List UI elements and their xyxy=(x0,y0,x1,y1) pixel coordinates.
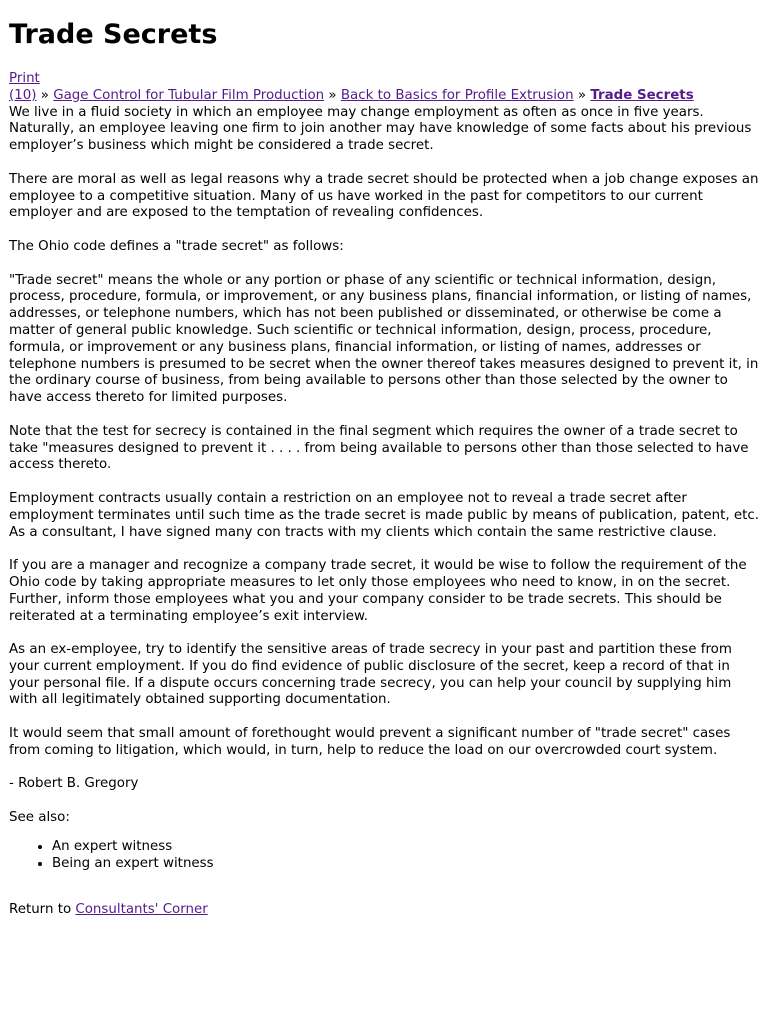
consultants-corner-link[interactable]: Consultants' Corner xyxy=(75,902,208,918)
breadcrumb-separator: » xyxy=(328,87,341,103)
print-row xyxy=(9,71,762,88)
paragraph: Note that the test for secrecy is contained in the final segment which requires the owner of a trade secret to take "measures designed to prevent it . . . . from being available to persons other than those selected to have access thereto. xyxy=(9,423,749,473)
article-page xyxy=(0,19,770,919)
see-also-heading: See also: xyxy=(9,810,70,826)
print-link[interactable]: Print xyxy=(9,71,40,86)
quoted-definition: "Trade secret" means the whole or any portion or phase of any scientific or technical information, design, process, procedure, formula, or improvement, or any business plans, financial information, or listing of names, addresses, or telephone numbers, which has not been published or disseminated, or otherwise be come a matter of general public knowledge. Such scientific or technical information, design, process, procedure, formula, or improvement or any business plans, financial information, or listing of names, addresses or telephone numbers is presumed to be secret when the owner thereof takes measures designed to prevent it, in the ordinary course of business, from being available to persons other than those selected by the owner to have access thereto for limited purposes. xyxy=(9,272,759,406)
paragraph: As an ex-employee, try to identify the sensitive areas of trade secrecy in your past and partition these from your current employment. If you do find evidence of public disclosure of the secret, keep a record of that in your personal file. If a dispute occurs concerning trade secrecy, you can help your council by supplying him with all legitimately obtained supporting documentation. xyxy=(9,642,732,708)
breadcrumb-link-profile-extrusion[interactable]: Back to Basics for Profile Extrusion xyxy=(340,87,574,103)
list-item: • An expert witness xyxy=(52,839,762,856)
paragraph: If you are a manager and recognize a company trade secret, it would be wise to follow the requirement of the Ohio code by taking appropriate measures to let only those employees who need to know, in on the secret. Further, inform those employees what you and your company consider to be trade secrets. This should be reiterated at a terminating employee’s exit interview. xyxy=(9,558,747,624)
see-also-list xyxy=(9,839,762,873)
breadcrumb-current-link[interactable]: Trade Secrets xyxy=(590,87,694,103)
breadcrumb-link-gage-control[interactable]: Gage Control for Tubular Film Production xyxy=(53,87,325,103)
article-body xyxy=(9,105,762,827)
paragraph: There are moral as well as legal reasons why a trade secret should be protected when a job change exposes an employee to a competitive situation. Many of us have worked in the past for competitors to our current employer and are exposed to the temptation of revealing confidences. xyxy=(9,171,759,221)
return-line xyxy=(9,902,762,919)
paragraph: The Ohio code defines a "trade secret" as follows: xyxy=(9,238,344,254)
breadcrumb-separator: » xyxy=(577,87,591,103)
list-item: • Being an expert witness xyxy=(52,856,762,873)
page-title: Trade Secrets xyxy=(9,19,218,50)
paragraph: Employment contracts usually contain a restriction on an employee not to reveal a trade secret after employment terminates until such time as the trade secret is made public by means of publication, patent, etc. As a consultant, I have signed many con tracts with my clients which contain the same restrictive clause. xyxy=(9,490,759,540)
return-prefix: Return to xyxy=(9,902,76,918)
paragraph: We live in a fluid society in which an employee may change employment as often as once in five years. Naturally, an employee leaving one firm to join another may have knowledge of some facts about his previous employer’s business which might be considered a trade secret. xyxy=(9,104,752,154)
breadcrumb xyxy=(9,88,762,105)
breadcrumb-link-issue[interactable]: (10) xyxy=(9,87,37,103)
author-signature: - Robert B. Gregory xyxy=(9,776,139,792)
breadcrumb-separator: » xyxy=(40,87,54,103)
paragraph: It would seem that small amount of forethought would prevent a significant number of "trade secret" cases from coming to litigation, which would, in turn, help to reduce the load on our overcrowded court system. xyxy=(9,726,731,758)
